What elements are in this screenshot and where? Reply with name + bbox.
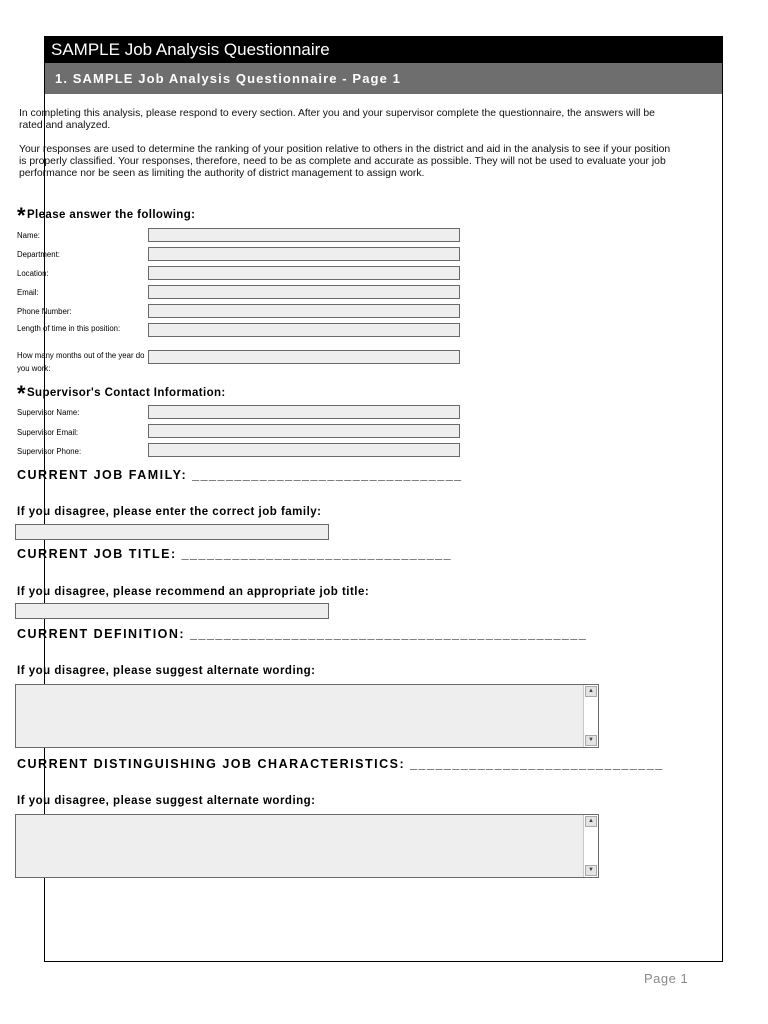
email-input[interactable] <box>148 285 460 299</box>
supervisor-email-input[interactable] <box>148 424 460 438</box>
length-of-time-label: Length of time in this position: <box>17 324 121 333</box>
characteristics-textarea[interactable] <box>15 814 599 878</box>
scroll-up-icon[interactable]: ▲ <box>585 686 597 697</box>
scroll-down-icon[interactable]: ▼ <box>585 735 597 746</box>
phone-number-input[interactable] <box>148 304 460 318</box>
required-asterisk: * <box>17 203 26 228</box>
location-input[interactable] <box>148 266 460 280</box>
email-label: Email: <box>17 288 39 297</box>
personal-info-heading: *Please answer the following: <box>17 203 196 228</box>
supervisor-phone-input[interactable] <box>148 443 460 457</box>
scroll-down-icon[interactable]: ▼ <box>585 865 597 876</box>
characteristics-question: If you disagree, please suggest alternate wording: <box>17 795 316 807</box>
name-label: Name: <box>17 231 40 240</box>
supervisor-name-input[interactable] <box>148 405 460 419</box>
definition-scrollbar[interactable] <box>583 685 598 747</box>
phone-number-label: Phone Number: <box>17 307 72 316</box>
current-job-title: CURRENT JOB TITLE: ________________________________ <box>17 547 453 561</box>
required-asterisk: * <box>17 381 26 406</box>
job-family-question: If you disagree, please enter the correct job family: <box>17 506 322 518</box>
months-worked-input[interactable] <box>148 350 460 364</box>
current-definition: CURRENT DEFINITION: _______________________________________________ <box>17 627 588 641</box>
supervisor-name-label: Supervisor Name: <box>17 408 80 417</box>
months-worked-label: How many months out of the year do you work: <box>17 351 145 373</box>
intro-paragraph-2: Your responses are used to determine the ranking of your position relative to others in the district and aid in the analysis to see if your position is properly classified. Your responses, therefore, need to be as complete and accurate as possible. They will not be used to evaluate your job performance nor be seen as limiting the authority of district management to assign work. <box>19 144 671 179</box>
definition-question: If you disagree, please suggest alternate wording: <box>17 665 316 677</box>
job-title-question: If you disagree, please recommend an appropriate job title: <box>17 586 370 598</box>
current-job-family: CURRENT JOB FAMILY: ________________________________ <box>17 468 463 482</box>
definition-textarea[interactable] <box>15 684 599 748</box>
document-title: SAMPLE Job Analysis Questionnaire <box>45 37 722 63</box>
job-family-input[interactable] <box>15 524 329 540</box>
department-label: Department: <box>17 250 60 259</box>
characteristics-scrollbar[interactable] <box>583 815 598 877</box>
supervisor-heading: *Supervisor's Contact Information: <box>17 381 226 406</box>
scroll-up-icon[interactable]: ▲ <box>585 816 597 827</box>
supervisor-phone-label: Supervisor Phone: <box>17 447 82 456</box>
section-title: 1. SAMPLE Job Analysis Questionnaire - Page 1 <box>45 63 722 94</box>
job-title-input[interactable] <box>15 603 329 619</box>
page-number: Page 1 <box>644 971 689 986</box>
department-input[interactable] <box>148 247 460 261</box>
supervisor-email-label: Supervisor Email: <box>17 428 79 437</box>
length-of-time-input[interactable] <box>148 323 460 337</box>
current-characteristics: CURRENT DISTINGUISHING JOB CHARACTERISTICS: ______________________________ <box>17 757 664 771</box>
name-input[interactable] <box>148 228 460 242</box>
intro-paragraph-1: In completing this analysis, please respond to every section. After you and your supervisor complete the questionnaire, the answers will be rated and analyzed. <box>19 108 655 131</box>
location-label: Location: <box>17 269 49 278</box>
